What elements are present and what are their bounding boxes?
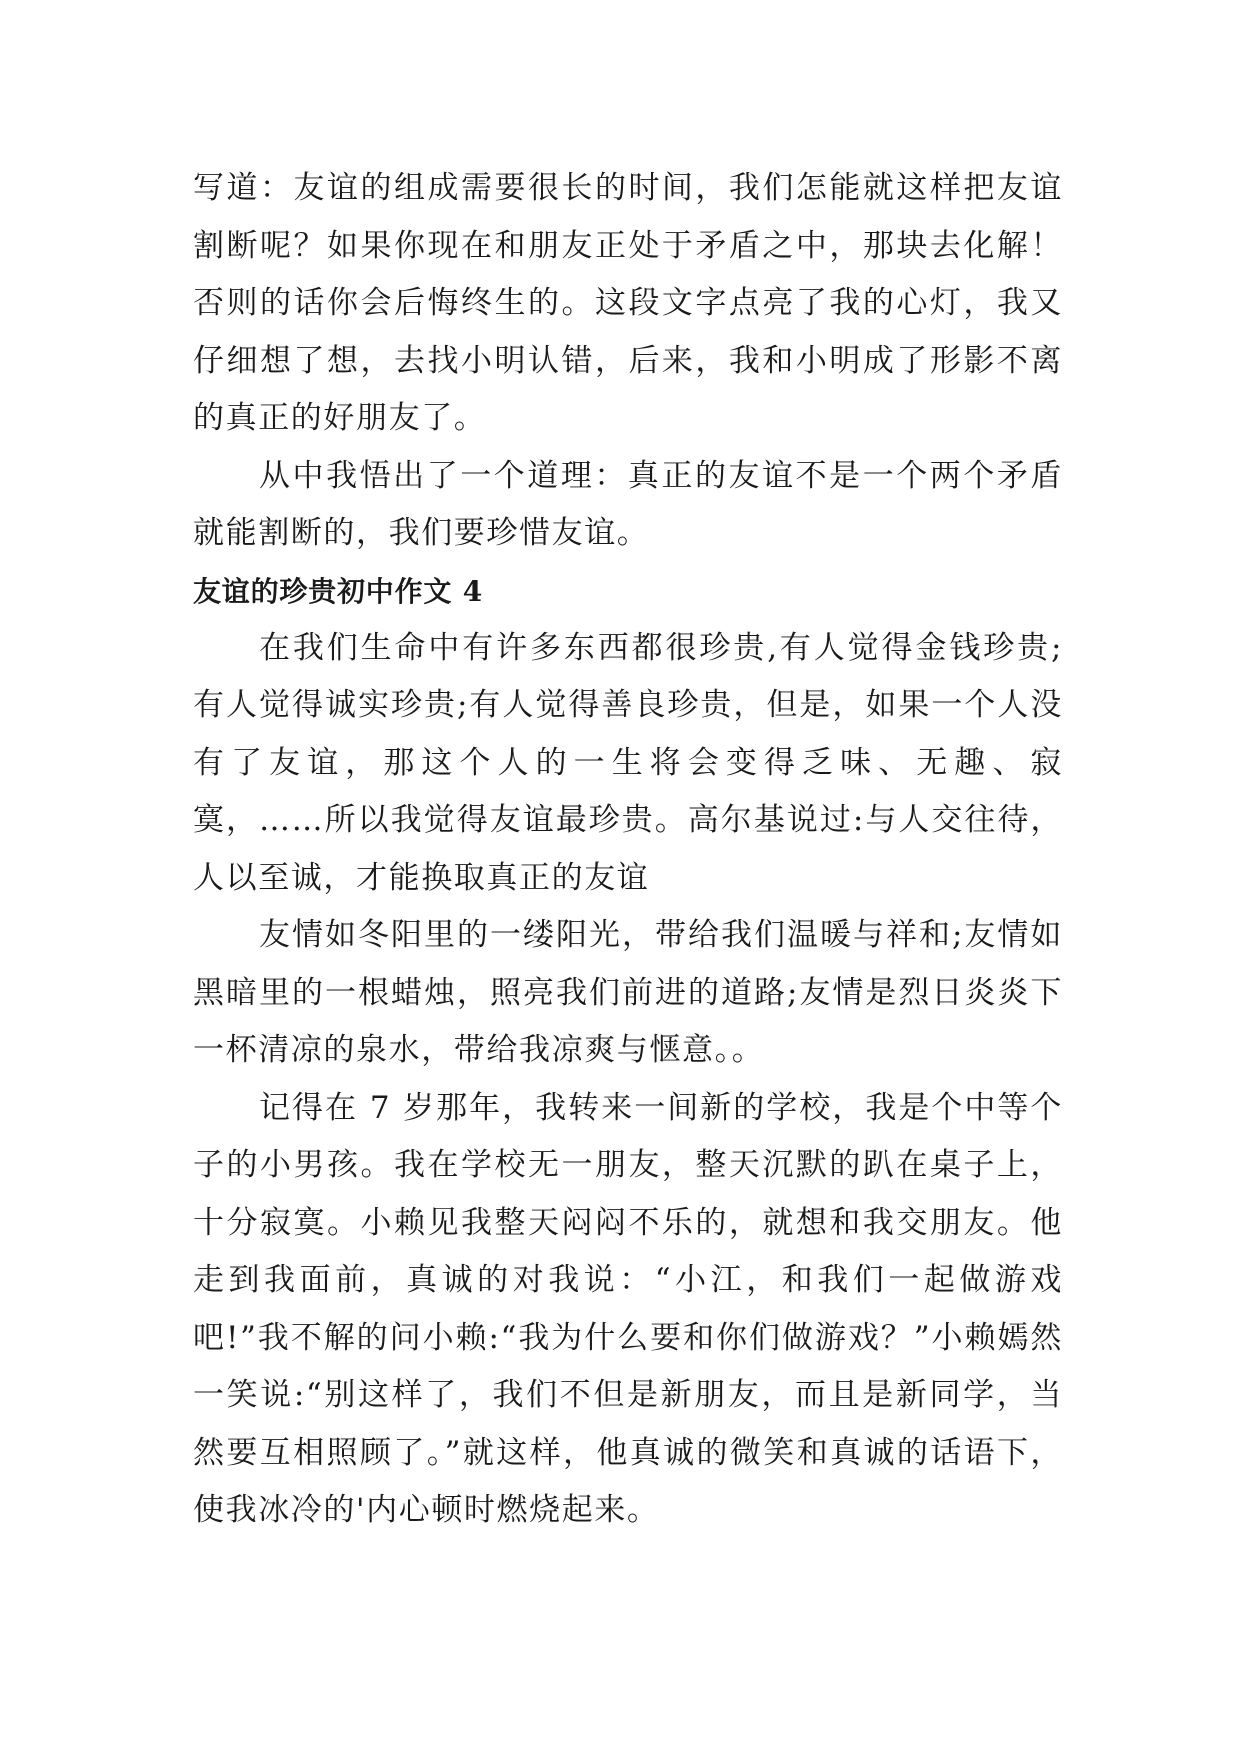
- paragraph-moral: 从中我悟出了一个道理：真正的友谊不是一个两个矛盾就能割断的，我们要珍惜友谊。: [193, 457, 1063, 551]
- paragraph-intro: 在我们生命中有许多东西都很珍贵,有人觉得金钱珍贵;有人觉得诚实珍贵;有人觉得善良珍贵，但是，如果一个人没有了友谊，那这个人的一生将会变得乏味、无趣、寂寞，……所以我觉得友谊最珍贵。高尔基说过:与人交往待，人以至诚，才能换取真正的友谊: [193, 629, 1063, 896]
- paragraph-friendship-metaphors: 友情如冬阳里的一缕阳光，带给我们温暖与祥和;友情如黑暗里的一根蜡烛，照亮我们前进的道路;友情是烈日炎炎下一杯清凉的泉水，带给我凉爽与惬意。。: [193, 917, 1063, 1068]
- document-body: [193, 160, 1063, 1540]
- paragraph-continued: 写道：友谊的组成需要很长的时间，我们怎能就这样把友谊割断呢？如果你现在和朋友正处于矛盾之中，那块去化解！否则的话你会后悔终生的。这段文字点亮了我的心灯，我又仔细想了想，去找小明认错，后来，我和小明成了形影不离的真正的好朋友了。: [193, 170, 1063, 436]
- paragraph-story: 记得在 7 岁那年，我转来一间新的学校，我是个中等个子的小男孩。我在学校无一朋友，整天沉默的趴在桌子上，十分寂寞。小赖见我整天闷闷不乐的，就想和我交朋友。他走到我面前，真诚的对我说：“小江，和我们一起做游戏吧!”我不解的问小赖:“我为什么要和你们做游戏？”小赖嫣然一笑说:“别这样了，我们不但是新朋友，而且是新同学，当然要互相照顾了。”就这样，他真诚的微笑和真诚的话语下，使我冰冷的'内心顿时燃烧起来。: [193, 1089, 1063, 1528]
- section-title: 友谊的珍贵初中作文 4: [193, 574, 484, 608]
